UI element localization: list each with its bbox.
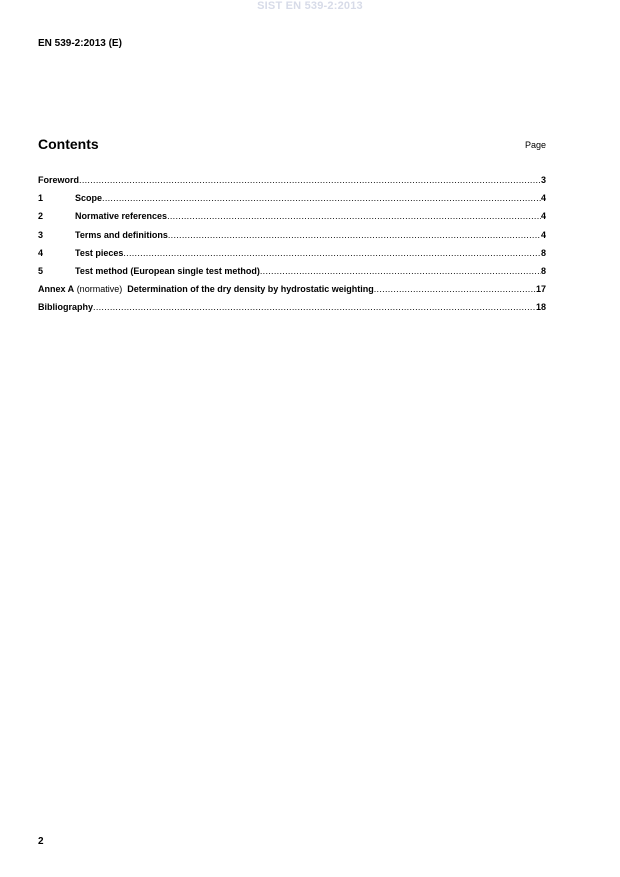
toc-entry-title xyxy=(38,284,374,294)
toc-entry-number: 4 xyxy=(38,247,44,258)
toc-leader xyxy=(93,302,536,312)
annex-label: Annex A xyxy=(38,284,75,295)
toc-entry-page: 8 xyxy=(540,265,546,276)
toc-entry-page: 4 xyxy=(540,193,546,204)
watermark: SIST EN 539-2:2013 xyxy=(257,0,363,12)
toc-entry-annex-a[interactable] xyxy=(38,284,546,302)
document-id: EN 539-2:2013 (E) xyxy=(38,38,122,49)
toc-entry-number: 2 xyxy=(38,211,44,222)
toc-entry-page: 3 xyxy=(540,175,546,185)
toc-entry-foreword[interactable] xyxy=(38,175,546,193)
toc-leader xyxy=(260,266,541,276)
toc-entry-page: 8 xyxy=(540,247,546,258)
toc-entry-number: 5 xyxy=(38,265,44,276)
toc-leader xyxy=(374,284,536,294)
toc-entry-title: Normative references xyxy=(75,211,168,222)
toc-entry-normative-references[interactable] xyxy=(38,211,546,229)
toc-entry-page: 18 xyxy=(535,302,546,313)
toc-entry-page: 4 xyxy=(540,229,546,240)
toc-leader xyxy=(168,230,541,240)
page-column-label: Page xyxy=(524,140,546,150)
toc-entry-number: 1 xyxy=(38,193,44,204)
toc-leader xyxy=(102,193,541,203)
toc-entry-bibliography[interactable] xyxy=(38,302,546,320)
toc-entry-page: 4 xyxy=(540,211,546,222)
toc-entry-title: Foreword xyxy=(38,175,80,185)
toc-entry-title: Terms and definitions xyxy=(75,229,168,240)
toc-entry-title: Test method (European single test method) xyxy=(75,265,260,276)
toc-entry-scope[interactable] xyxy=(38,193,546,211)
toc-entry-number: 3 xyxy=(38,229,44,240)
contents-header xyxy=(38,136,546,156)
toc-entry-title: Scope xyxy=(75,193,103,204)
toc-leader xyxy=(123,248,541,258)
table-of-contents xyxy=(38,175,546,321)
annex-type: (normative) xyxy=(76,284,123,295)
toc-leader xyxy=(79,175,541,185)
page-number: 2 xyxy=(38,836,44,847)
annex-title: Determination of the dry density by hydrostatic weighting xyxy=(127,284,374,295)
toc-entry-test-pieces[interactable] xyxy=(38,248,546,266)
toc-entry-title: Bibliography xyxy=(38,302,94,313)
toc-entry-test-method[interactable] xyxy=(38,266,546,284)
toc-entry-terms-and-definitions[interactable] xyxy=(38,230,546,248)
toc-entry-title: Test pieces xyxy=(75,247,124,258)
contents-title: Contents xyxy=(38,136,99,152)
toc-leader xyxy=(167,211,541,221)
toc-entry-page: 17 xyxy=(535,284,546,295)
